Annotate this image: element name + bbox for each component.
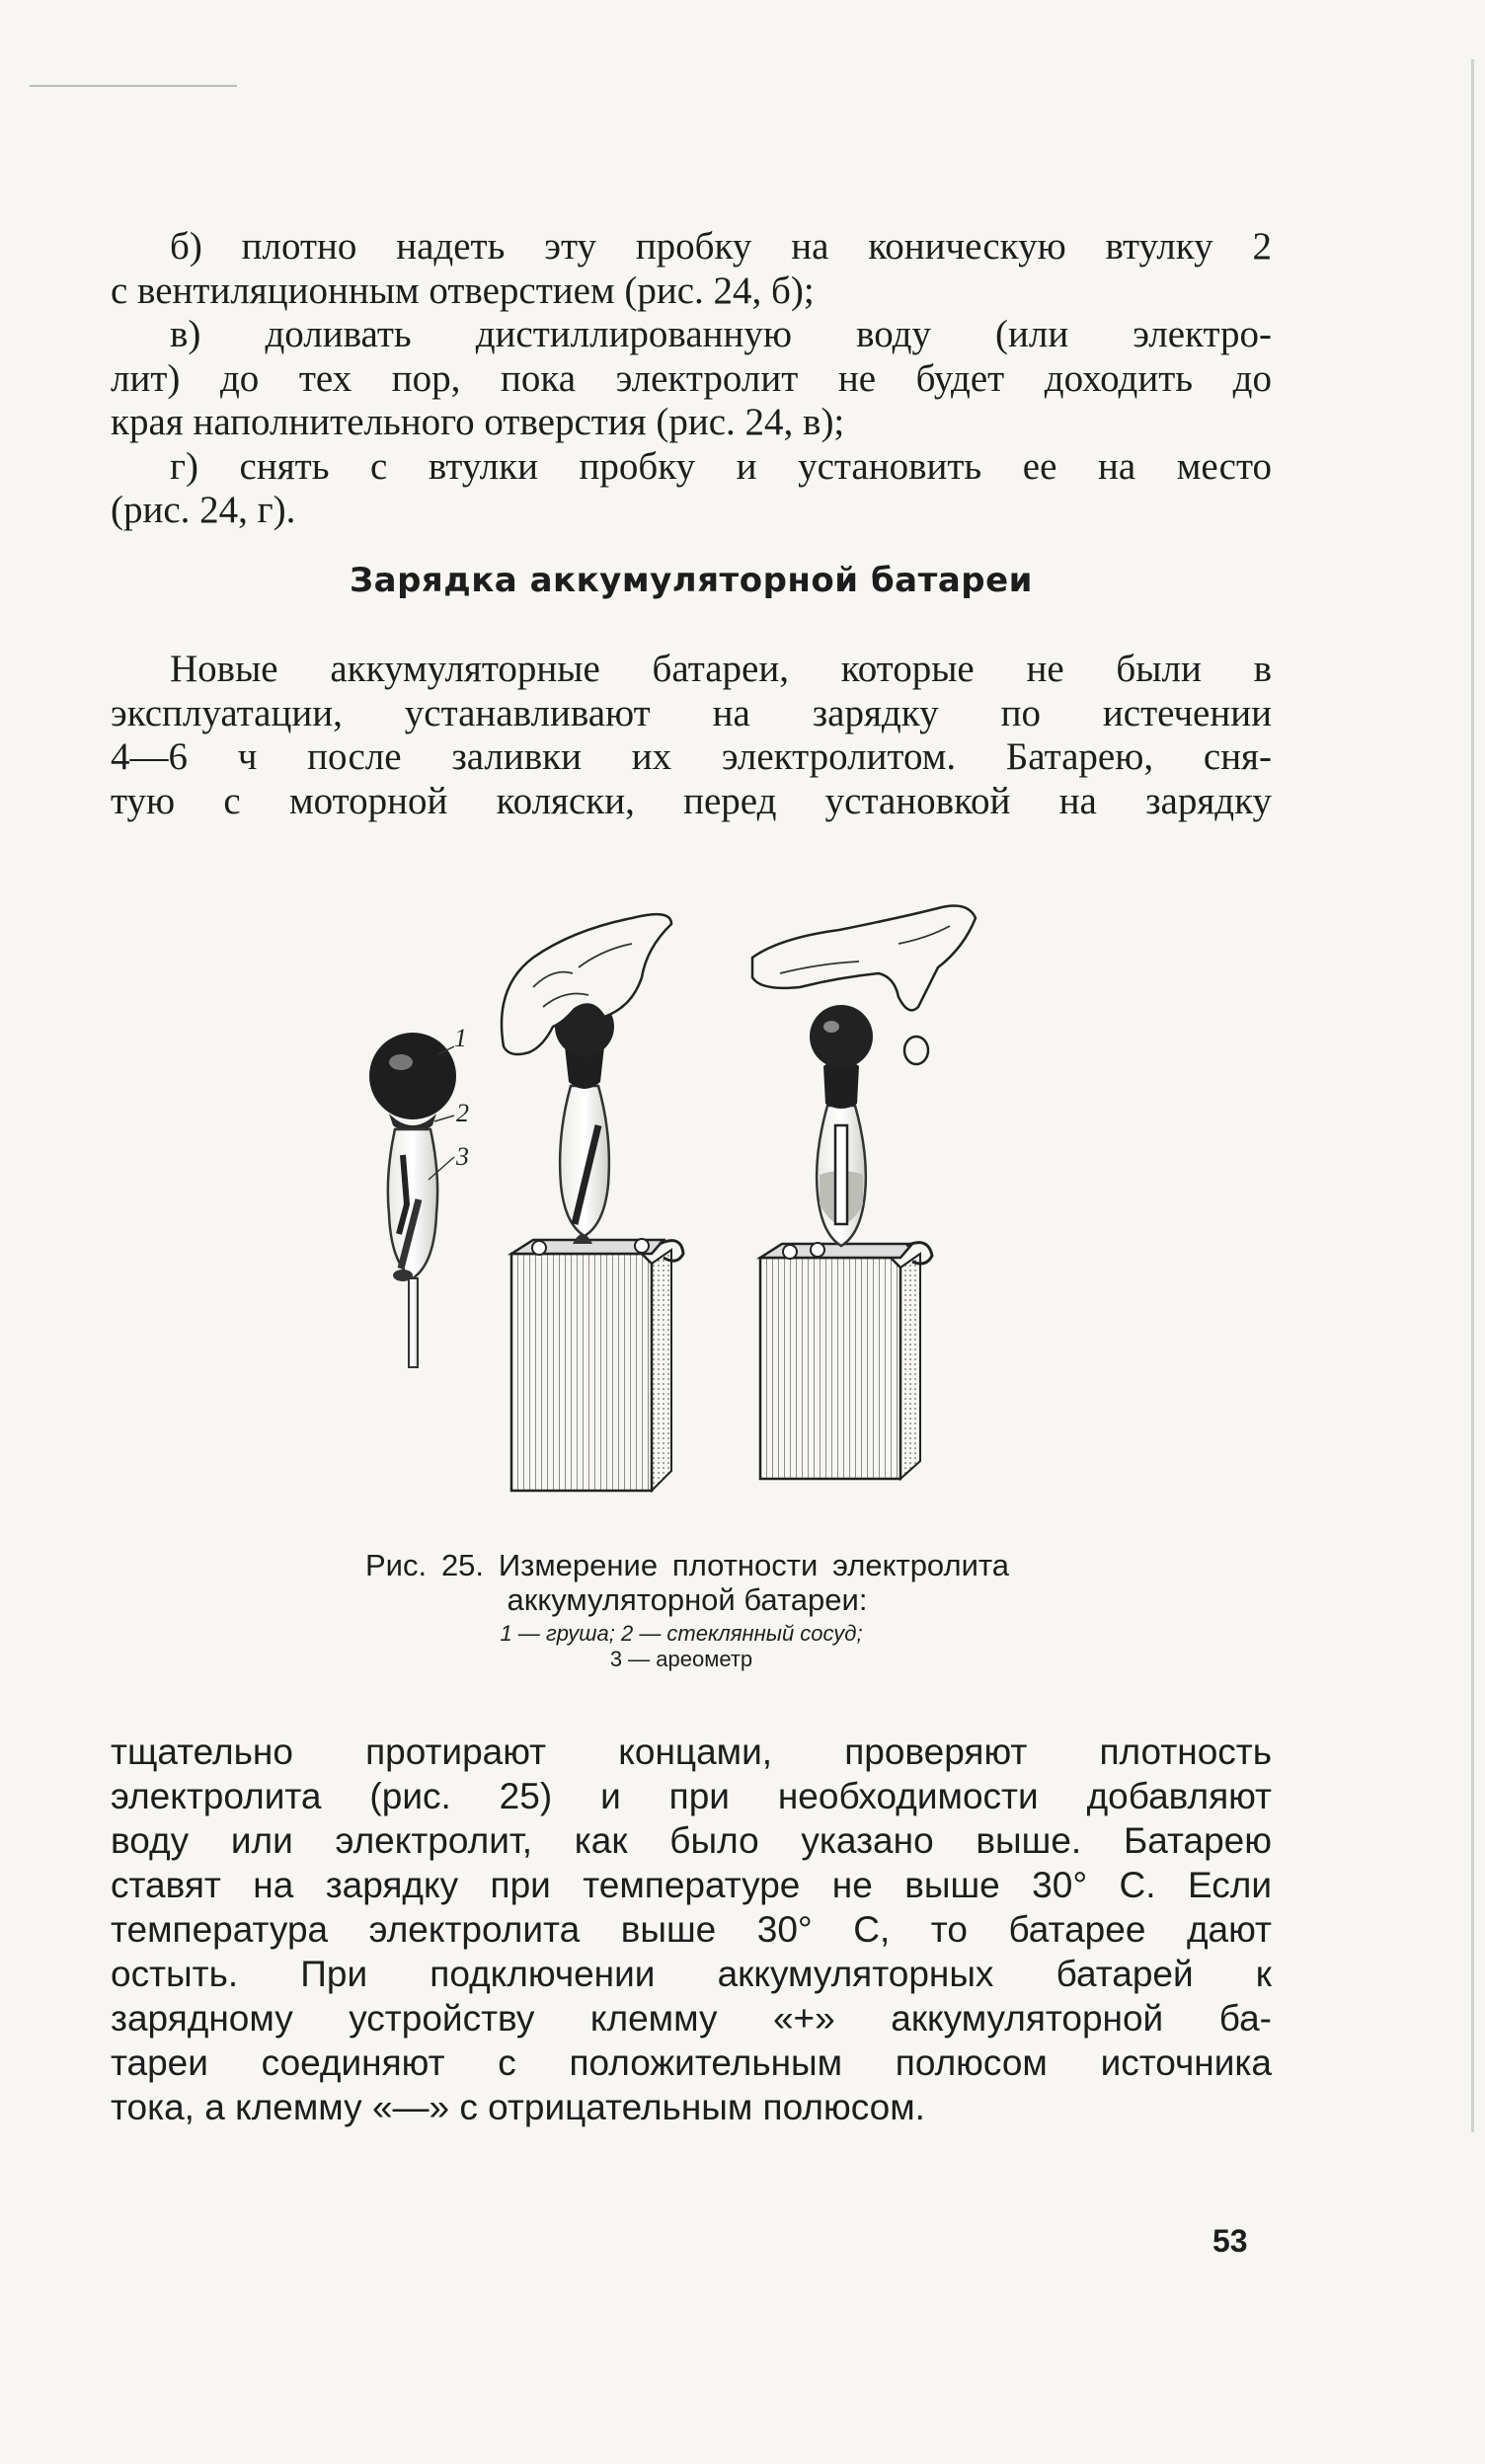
text-line: зарядному устройству клемму «+» аккумуляторной ба- <box>111 1998 1272 2039</box>
text-line: 4—6 ч после заливки их электролитом. Батарею, сня- <box>111 735 1272 778</box>
caption-main: Рис. 25. Измерение плотности электролита аккумуляторной батареи: <box>365 1548 1009 1617</box>
caption-legend-line-1: 1 — груша; 2 — стеклянный сосуд; <box>500 1621 863 1646</box>
paragraph-bottom <box>111 1730 1272 2129</box>
text-line: температура электролита выше 30° С, то батарее дают <box>111 1909 1272 1950</box>
battery-case <box>511 1254 652 1491</box>
text-line: воду или электролит, как было указано выше. Батарею <box>111 1820 1272 1861</box>
label-2: 2 <box>456 1099 469 1127</box>
text-line: эксплуатации, устанавливают на зарядку по истечении <box>111 691 1272 734</box>
standalone-hydrometer <box>369 1024 469 1367</box>
text-line: (рис. 24, г). <box>111 489 296 531</box>
scan-artifact-right-edge <box>1471 59 1474 2132</box>
text-line: тока, а клемму «—» с отрицательным полюсом. <box>111 2087 925 2127</box>
page-number: 53 <box>1212 2223 1248 2259</box>
text-line: Новые аккумуляторные батареи, которые не были в <box>170 648 1272 690</box>
caption-legend-line-2: 3 — ареометр <box>609 1647 753 1671</box>
section-heading: Зарядка аккумуляторной батареи <box>350 561 1033 600</box>
glass-vessel <box>388 1129 437 1278</box>
paragraph-middle <box>111 648 1272 823</box>
text-line: с вентиляционным отверстием (рис. 24, б); <box>111 269 815 312</box>
text-line: тщательно протирают концами, проверяют плотность <box>111 1732 1272 1772</box>
battery-case <box>760 1258 900 1479</box>
label-3: 3 <box>456 1142 469 1171</box>
hand-right <box>752 906 976 1011</box>
scan-artifact-top <box>30 85 237 87</box>
text-line: тую с моторной коляски, перед установкой на зарядку <box>111 779 1272 822</box>
text-line: лит) до тех пор, пока электролит не будет доходить до <box>111 356 1272 400</box>
text-line: электролита (рис. 25) и при необходимости добавляют <box>111 1776 1272 1816</box>
text-line: остыть. При подключении аккумуляторных батарей к <box>111 1954 1272 1994</box>
text-line: б) плотно надеть эту пробку на коническую втулку 2 <box>170 225 1272 268</box>
label-1: 1 <box>454 1024 467 1052</box>
hydrometer-drawing <box>346 879 1017 1530</box>
battery-right-with-hydrometer <box>752 906 976 1479</box>
text-line: тареи соединяют с положительным полюсом источника <box>111 2042 1272 2083</box>
text-line: в) доливать дистиллированную воду (или электро- <box>170 313 1272 355</box>
text-line: г) снять с втулки пробку и установить ее на место <box>170 444 1272 488</box>
text-line: ставят на зарядку при температуре не выше 30° С. Если <box>111 1865 1272 1905</box>
text-line: края наполнительного отверстия (рис. 24, в); <box>111 401 845 443</box>
glass-tip <box>409 1278 418 1367</box>
figure-caption <box>346 1548 1017 1672</box>
rubber-bulb <box>369 1033 456 1119</box>
paragraph-top <box>111 225 1272 533</box>
battery-left-with-hydrometer <box>502 914 683 1491</box>
bulb-highlight <box>389 1054 413 1070</box>
figure-hydrometer-illustration <box>346 879 1017 1530</box>
